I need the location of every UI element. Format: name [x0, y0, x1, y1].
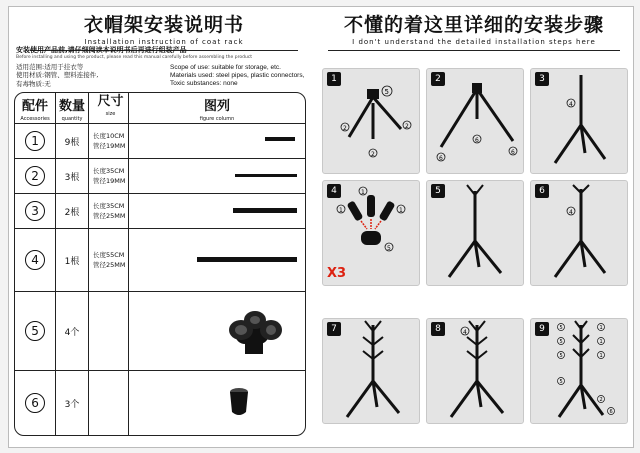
header-accessories: 配件 Accessories [15, 93, 56, 124]
part-qty: 9根 [56, 124, 89, 159]
svg-text:1: 1 [361, 189, 365, 196]
part-figure [129, 124, 305, 159]
svg-text:5: 5 [384, 88, 389, 96]
foot-cap-icon [129, 372, 305, 432]
svg-text:1: 1 [599, 353, 603, 359]
svg-text:5: 5 [559, 379, 563, 385]
intro-toxic: 有毒物质:无 [16, 79, 51, 88]
scope-text [170, 64, 304, 88]
svg-text:6: 6 [439, 155, 443, 162]
multiplier-label: X3 [327, 266, 347, 281]
part-size: 长度10CM 管径19MM [89, 124, 129, 159]
steps-title-en: I don't understand the detailed installation steps here [352, 38, 596, 46]
part-number: 1 [25, 131, 45, 151]
header-quantity: 数量 quantity [56, 93, 89, 124]
part-number: 4 [25, 250, 45, 270]
right-header [318, 8, 630, 51]
intro-line1: 安装使用产品前,请仔细阅读本说明书后再进行组装产品 [16, 46, 187, 54]
accessories-table [14, 92, 306, 436]
svg-text:1: 1 [599, 325, 603, 331]
step-number: 3 [535, 72, 549, 86]
step-number: 1 [327, 72, 341, 86]
manual-title-en: Installation instruction of coat rack [84, 38, 244, 46]
table-header-row [15, 93, 305, 124]
header-figure: 图列 figure column [129, 93, 305, 124]
step-panel-3 [530, 68, 628, 174]
part-qty: 2根 [56, 194, 89, 229]
step-number: 2 [431, 72, 445, 86]
connector-icon [129, 292, 305, 368]
step-number: 8 [431, 322, 445, 336]
svg-text:6: 6 [609, 409, 613, 415]
svg-text:1: 1 [399, 207, 403, 214]
part-size [89, 371, 129, 435]
part-figure [129, 371, 305, 435]
table-row [15, 159, 305, 194]
step-panel-6 [530, 180, 628, 286]
step-panel-4 [322, 180, 420, 286]
step-panel-2 [426, 68, 524, 174]
svg-text:5: 5 [559, 339, 563, 345]
step-number: 9 [535, 322, 549, 336]
part-figure [129, 194, 305, 229]
step-panel-7 [322, 318, 420, 424]
step-panel-9 [530, 318, 628, 424]
svg-text:6: 6 [475, 137, 479, 144]
svg-text:5: 5 [559, 325, 563, 331]
step-number: 6 [535, 184, 549, 198]
part-size: 长度35CM 管径19MM [89, 159, 129, 194]
part-size: 长度55CM 管径25MM [89, 229, 129, 292]
svg-text:2: 2 [343, 125, 347, 132]
svg-text:6: 6 [511, 149, 515, 156]
svg-text:5: 5 [559, 353, 563, 359]
part-number: 5 [25, 321, 45, 341]
svg-text:4: 4 [569, 209, 573, 216]
intro-materials: 使用材质:钢管、塑料连接件, [16, 71, 99, 80]
step-panel-5 [426, 180, 524, 286]
table-row [15, 371, 305, 435]
part-qty: 3根 [56, 159, 89, 194]
svg-text:4: 4 [569, 101, 573, 108]
part-figure [129, 292, 305, 371]
steps-title: 不懂的着这里详细的安装步骤 [343, 14, 604, 36]
title-divider [328, 50, 620, 51]
part-size [89, 292, 129, 371]
part-qty: 1根 [56, 229, 89, 292]
scope-line: Toxic substances: none [170, 80, 238, 87]
part-size: 长度35CM 管径25MM [89, 194, 129, 229]
scope-line: Materials used: steel pipes, plastic connectors, [170, 72, 305, 79]
left-header [20, 8, 308, 51]
header-size: 尺寸 size [89, 93, 129, 124]
svg-text:1: 1 [339, 207, 343, 214]
assembly-steps-grid [322, 68, 628, 438]
scope-line: Scope of use: suitable for storage, etc. [170, 64, 281, 71]
svg-text:2: 2 [371, 151, 375, 158]
table-row [15, 229, 305, 292]
table-row [15, 292, 305, 371]
table-row [15, 124, 305, 159]
part-number: 3 [25, 201, 45, 221]
svg-text:2: 2 [599, 397, 603, 403]
table-row [15, 194, 305, 229]
step-number: 7 [327, 322, 341, 336]
part-qty: 3个 [56, 371, 89, 435]
step-number: 5 [431, 184, 445, 198]
part-figure [129, 229, 305, 292]
step-number: 4 [327, 184, 341, 198]
step-panel-1 [322, 68, 420, 174]
step-panel-8 [426, 318, 524, 424]
manual-title: 衣帽架安装说明书 [83, 14, 244, 36]
part-qty: 4个 [56, 292, 89, 371]
part-number: 2 [25, 166, 45, 186]
intro-scope: 适用范围:适用于挂衣等 [16, 62, 84, 71]
svg-text:1: 1 [599, 339, 603, 345]
part-number: 6 [25, 393, 45, 413]
svg-text:4: 4 [463, 329, 467, 336]
svg-text:2: 2 [405, 123, 409, 130]
part-figure [129, 159, 305, 194]
svg-text:5: 5 [387, 245, 391, 252]
intro-line1-en: Before installing and using the product, please read this manual carefully before assembling the product [16, 55, 253, 61]
